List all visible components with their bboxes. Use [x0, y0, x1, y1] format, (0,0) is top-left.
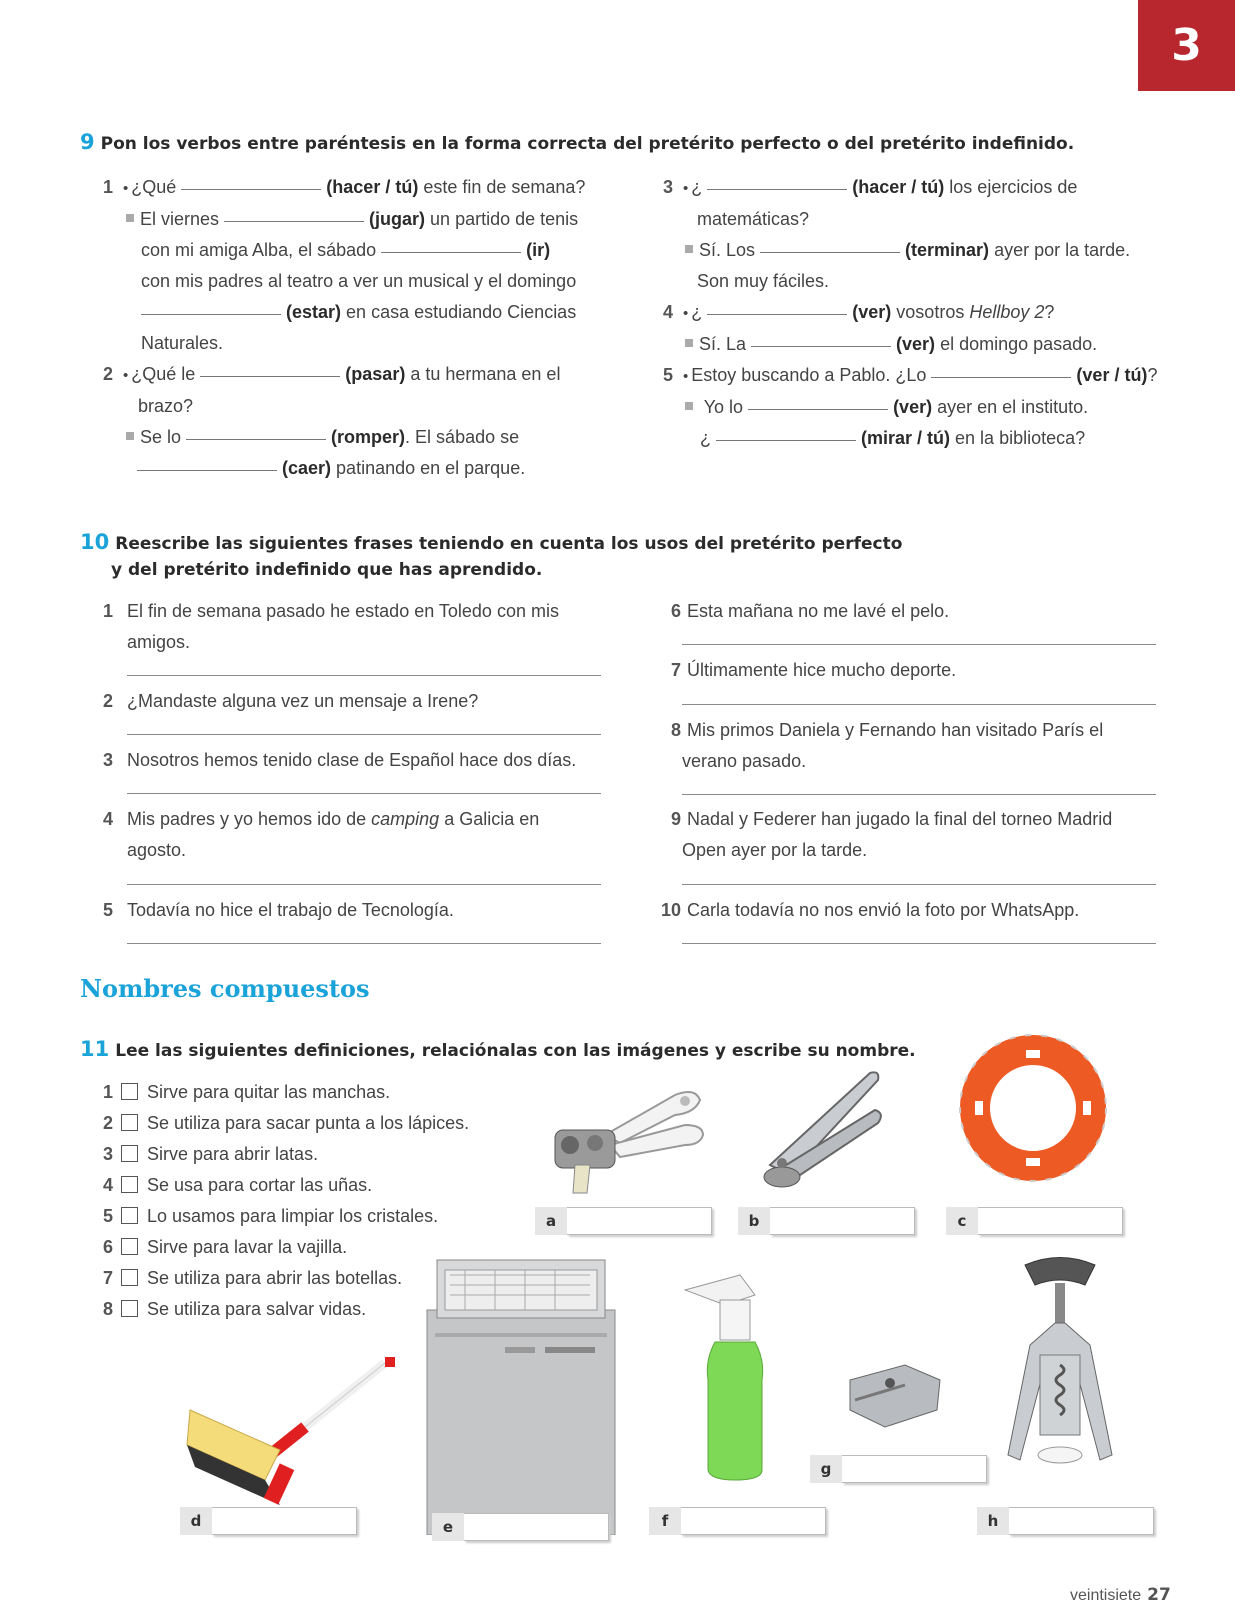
item-number: 8: [103, 1299, 114, 1319]
verb-prompt: (mirar / tú): [861, 428, 951, 448]
answer-blank[interactable]: [931, 377, 1071, 378]
rewrite-item: [655, 655, 956, 686]
dialogue-line: 3 • ¿ (hacer / tú) los ejercicios de: [663, 172, 1157, 204]
answer-box-a[interactable]: [535, 1207, 712, 1235]
item-number: 2: [103, 1113, 114, 1133]
text: Yo lo: [703, 397, 744, 417]
text: en casa estudiando Ciencias: [346, 302, 577, 322]
definition-item: [103, 1139, 469, 1170]
sentence: El fin de semana pasado he estado en Toledo con mis: [127, 601, 559, 621]
verb-prompt: (estar): [286, 302, 342, 322]
verb-prompt: (ver): [852, 302, 892, 322]
answer-field[interactable]: [464, 1513, 609, 1541]
rewrite-item: [648, 895, 1079, 926]
verb-prompt: (jugar): [369, 209, 426, 229]
text: ayer por la tarde.: [994, 240, 1131, 260]
definition-item: [103, 1170, 469, 1201]
answer-field[interactable]: [212, 1507, 357, 1535]
definition-item: [103, 1108, 469, 1139]
definition-text: Sirve para lavar la vajilla.: [147, 1237, 348, 1257]
text: vosotros: [896, 302, 965, 322]
answer-line[interactable]: [127, 943, 601, 944]
nail-clipper-icon: [760, 1065, 890, 1200]
rewrite-item: [103, 745, 576, 776]
verb-prompt: (hacer / tú): [852, 177, 945, 197]
answer-blank[interactable]: [716, 440, 856, 441]
definition-text: Se utiliza para abrir las botellas.: [147, 1268, 403, 1288]
dialogue-line: [663, 329, 1157, 360]
sentence: Nosotros hemos tenido clase de Español hace dos días.: [127, 750, 577, 770]
sentence: Esta mañana no me lavé el pelo.: [687, 601, 950, 621]
answer-blank[interactable]: [141, 314, 281, 315]
verb-prompt: (ver): [896, 334, 936, 354]
definition-text: Se utiliza para salvar vidas.: [147, 1299, 367, 1319]
text: Sí. La: [699, 334, 747, 354]
sentence: Todavía no hice el trabajo de Tecnología.: [127, 900, 454, 920]
answer-field[interactable]: [770, 1207, 915, 1235]
can-opener-icon: [535, 1075, 715, 1205]
page-number: 27: [1147, 1585, 1171, 1605]
text: con mi amiga Alba, el sábado: [141, 240, 377, 260]
definition-item: [103, 1201, 469, 1232]
rewrite-item: [655, 804, 1112, 835]
dialogue-line: [103, 266, 585, 297]
life-ring-icon: [948, 1030, 1118, 1185]
checkbox[interactable]: [121, 1207, 138, 1224]
text: Se lo: [140, 427, 182, 447]
exercise-9-left-column: [103, 172, 585, 484]
item-number: 4: [663, 302, 674, 322]
sentence: Mis padres y yo hemos ido de: [127, 809, 367, 829]
section-title: Nombres compuestos: [80, 974, 370, 1003]
answer-field[interactable]: [978, 1207, 1123, 1235]
dialogue-line: [663, 266, 1157, 297]
text: Son muy fáciles.: [697, 271, 830, 291]
verb-prompt: (ver): [893, 397, 933, 417]
item-number: 4: [103, 809, 114, 829]
checkbox[interactable]: [121, 1269, 138, 1286]
item-number: 6: [670, 601, 681, 621]
box-letter: h: [977, 1507, 1009, 1535]
answer-blank[interactable]: [137, 470, 277, 471]
answer-line[interactable]: [682, 794, 1156, 795]
answer-blank[interactable]: [181, 189, 321, 190]
dialogue-line: [663, 392, 1157, 423]
dialogue-line: [103, 235, 585, 266]
answer-line[interactable]: [127, 793, 601, 794]
box-letter: a: [535, 1207, 567, 1235]
item-number: 4: [103, 1175, 114, 1195]
item-number: 1: [103, 177, 114, 197]
item-number: 9: [670, 809, 681, 829]
definition-text: Lo usamos para limpiar los cristales.: [147, 1206, 439, 1226]
answer-box-e[interactable]: [432, 1513, 609, 1541]
box-letter: c: [946, 1207, 978, 1235]
answer-box-g[interactable]: [810, 1455, 987, 1483]
definition-text: Sirve para quitar las manchas.: [147, 1082, 391, 1102]
answer-box-f[interactable]: [649, 1507, 826, 1535]
answer-blank[interactable]: [224, 221, 364, 222]
dialogue-line: [103, 453, 585, 484]
sentence: Carla todavía no nos envió la foto por WhatsApp.: [687, 900, 1080, 920]
answer-blank[interactable]: [200, 376, 340, 377]
checkbox[interactable]: [121, 1114, 138, 1131]
definition-item: [103, 1294, 469, 1325]
sentence-italic: camping: [371, 809, 440, 829]
answer-blank[interactable]: [748, 409, 888, 410]
rewrite-item-cont: agosto.: [127, 840, 187, 860]
exercise-instruction: Reescribe las siguientes frases teniendo en cuenta los usos del pretérito perfecto: [115, 534, 903, 554]
verb-prompt: (ver / tú): [1076, 365, 1148, 385]
item-number: 5: [663, 365, 674, 385]
answer-box-b[interactable]: [738, 1207, 915, 1235]
item-number: 2: [103, 364, 114, 384]
answer-line[interactable]: [682, 644, 1156, 645]
sentence: ¿Mandaste alguna vez un mensaje a Irene?: [127, 691, 479, 711]
text: con mis padres al teatro a ver un musical y el domingo: [141, 271, 577, 291]
rewrite-item: [103, 686, 478, 717]
answer-blank[interactable]: [707, 189, 847, 190]
dishwasher-icon: [425, 1255, 617, 1535]
text: los ejercicios de: [949, 177, 1078, 197]
definition-text: Se usa para cortar las uñas.: [147, 1175, 373, 1195]
page-footer: [1070, 1585, 1171, 1605]
text: en la biblioteca?: [955, 428, 1086, 448]
item-number: 3: [103, 750, 114, 770]
item-number: 2: [103, 691, 114, 711]
answer-box-c[interactable]: [946, 1207, 1123, 1235]
item-number: 1: [103, 1082, 114, 1102]
exercise-10-heading-line2: y del pretérito indefinido que has aprendido.: [111, 560, 543, 580]
box-letter: d: [180, 1507, 212, 1535]
text: ¿Qué le: [131, 364, 196, 384]
text: patinando en el parque.: [336, 458, 526, 478]
answer-line[interactable]: [682, 704, 1156, 705]
checkbox[interactable]: [121, 1238, 138, 1255]
text: Naturales.: [141, 333, 224, 353]
answer-line[interactable]: [127, 734, 601, 735]
page-word: veintisiete: [1070, 1587, 1142, 1604]
text: ¿: [691, 177, 703, 197]
exercise-instruction: Lee las siguientes definiciones, relaciónalas con las imágenes y escribe su nombre.: [115, 1041, 916, 1061]
sentence: a Galicia en: [444, 809, 540, 829]
answer-blank[interactable]: [707, 314, 847, 315]
definition-item: [103, 1232, 469, 1263]
answer-blank[interactable]: [751, 346, 891, 347]
sentence: Nadal y Federer han jugado la final del torneo Madrid: [687, 809, 1113, 829]
exercise-number: 10: [80, 530, 110, 554]
sentence: Mis primos Daniela y Fernando han visitado París el: [687, 720, 1104, 740]
text: a tu hermana en el: [410, 364, 561, 384]
answer-box-h[interactable]: [977, 1507, 1154, 1535]
answer-field[interactable]: [681, 1507, 826, 1535]
item-number: 3: [663, 177, 674, 197]
text: ¿: [700, 428, 711, 448]
unit-tab: [1138, 0, 1235, 91]
exercise-9-heading: [80, 128, 1074, 158]
item-number: 8: [670, 720, 681, 740]
dialogue-line: [103, 204, 585, 235]
dialogue-line: [663, 423, 1157, 454]
exercise-11-heading: [80, 1035, 916, 1065]
box-letter: b: [738, 1207, 770, 1235]
rewrite-item-cont: amigos.: [127, 632, 191, 652]
verb-prompt: (pasar): [345, 364, 406, 384]
definition-text: Sirve para abrir latas.: [147, 1144, 319, 1164]
rewrite-item: [103, 596, 559, 627]
rewrite-item: [655, 715, 1103, 746]
rewrite-item: [103, 804, 539, 835]
answer-line[interactable]: [127, 675, 601, 676]
dialogue-line: [663, 204, 1157, 235]
text: Estoy buscando a Pablo. ¿Lo: [691, 365, 927, 385]
answer-blank[interactable]: [381, 252, 521, 253]
text: matemáticas?: [697, 209, 810, 229]
film-title: Hellboy 2: [969, 302, 1045, 322]
verb-prompt: (hacer / tú): [326, 177, 419, 197]
text: este fin de semana?: [423, 177, 586, 197]
unit-number: 3: [1171, 20, 1202, 71]
box-letter: f: [649, 1507, 681, 1535]
sentence: Últimamente hice mucho deporte.: [687, 660, 957, 680]
dialogue-line: 5 • Estoy buscando a Pablo. ¿Lo (ver / tú)?: [663, 360, 1157, 392]
checkbox[interactable]: [121, 1083, 138, 1100]
dialogue-line: [663, 235, 1157, 266]
exercise-10-heading: [80, 528, 902, 558]
rewrite-item: [655, 596, 949, 627]
definition-item: [103, 1077, 469, 1108]
dialogue-line: [103, 422, 585, 453]
checkbox[interactable]: [121, 1176, 138, 1193]
checkbox[interactable]: [121, 1145, 138, 1162]
answer-line[interactable]: [682, 943, 1156, 944]
exercise-instruction: Pon los verbos entre paréntesis en la forma correcta del pretérito perfecto o del pretérito indefinido.: [100, 134, 1075, 154]
text: El viernes: [140, 209, 220, 229]
text: Sí. Los: [699, 240, 756, 260]
answer-box-d[interactable]: [180, 1507, 357, 1535]
exercise-9-right-column: [663, 172, 1157, 454]
item-number: 7: [103, 1268, 114, 1288]
text: . El sábado se: [405, 427, 520, 447]
spray-bottle-icon: [680, 1270, 775, 1485]
item-number: 10: [660, 900, 681, 920]
text: un partido de tenis: [430, 209, 579, 229]
answer-field[interactable]: [567, 1207, 712, 1235]
answer-blank[interactable]: [186, 439, 326, 440]
rewrite-item-cont: verano pasado.: [682, 751, 807, 771]
verb-prompt: (caer): [282, 458, 332, 478]
verb-prompt: (ir): [526, 240, 551, 260]
text: ayer en el instituto.: [937, 397, 1089, 417]
dialogue-line: 4 • ¿ (ver) vosotros Hellboy 2?: [663, 297, 1157, 329]
verb-prompt: (terminar): [905, 240, 990, 260]
answer-line[interactable]: [127, 884, 601, 885]
verb-prompt: (romper): [331, 427, 406, 447]
rewrite-item: [103, 895, 454, 926]
text: ¿: [691, 302, 703, 322]
answer-blank[interactable]: [760, 252, 900, 253]
dialogue-line: [103, 297, 585, 328]
answer-line[interactable]: [682, 884, 1156, 885]
checkbox[interactable]: [121, 1300, 138, 1317]
answer-field[interactable]: [842, 1455, 987, 1483]
text: brazo?: [138, 396, 194, 416]
exercise-number: 9: [80, 130, 95, 154]
window-squeegee-icon: [185, 1355, 400, 1530]
item-number: 3: [103, 1144, 114, 1164]
dialogue-line: [103, 391, 585, 422]
box-letter: g: [810, 1455, 842, 1483]
item-number: 7: [670, 660, 681, 680]
text: el domingo pasado.: [940, 334, 1098, 354]
rewrite-item-cont: Open ayer por la tarde.: [682, 840, 868, 860]
dialogue-line: [103, 328, 585, 359]
dialogue-line: 2 • ¿Qué le (pasar) a tu hermana en el: [103, 359, 585, 391]
item-number: 5: [103, 900, 114, 920]
item-number: 5: [103, 1206, 114, 1226]
pencil-sharpener-icon: [845, 1355, 945, 1435]
answer-field[interactable]: [1009, 1507, 1154, 1535]
box-letter: e: [432, 1513, 464, 1541]
corkscrew-icon: [1000, 1255, 1120, 1480]
text: ¿Qué: [131, 177, 177, 197]
exercise-number: 11: [80, 1037, 110, 1061]
item-number: 1: [103, 601, 114, 621]
dialogue-line: 1 • ¿Qué (hacer / tú) este fin de semana?: [103, 172, 585, 204]
item-number: 6: [103, 1237, 114, 1257]
definition-item: [103, 1263, 469, 1294]
definition-text: Se utiliza para sacar punta a los lápices.: [147, 1113, 470, 1133]
definitions-list: [103, 1077, 469, 1325]
